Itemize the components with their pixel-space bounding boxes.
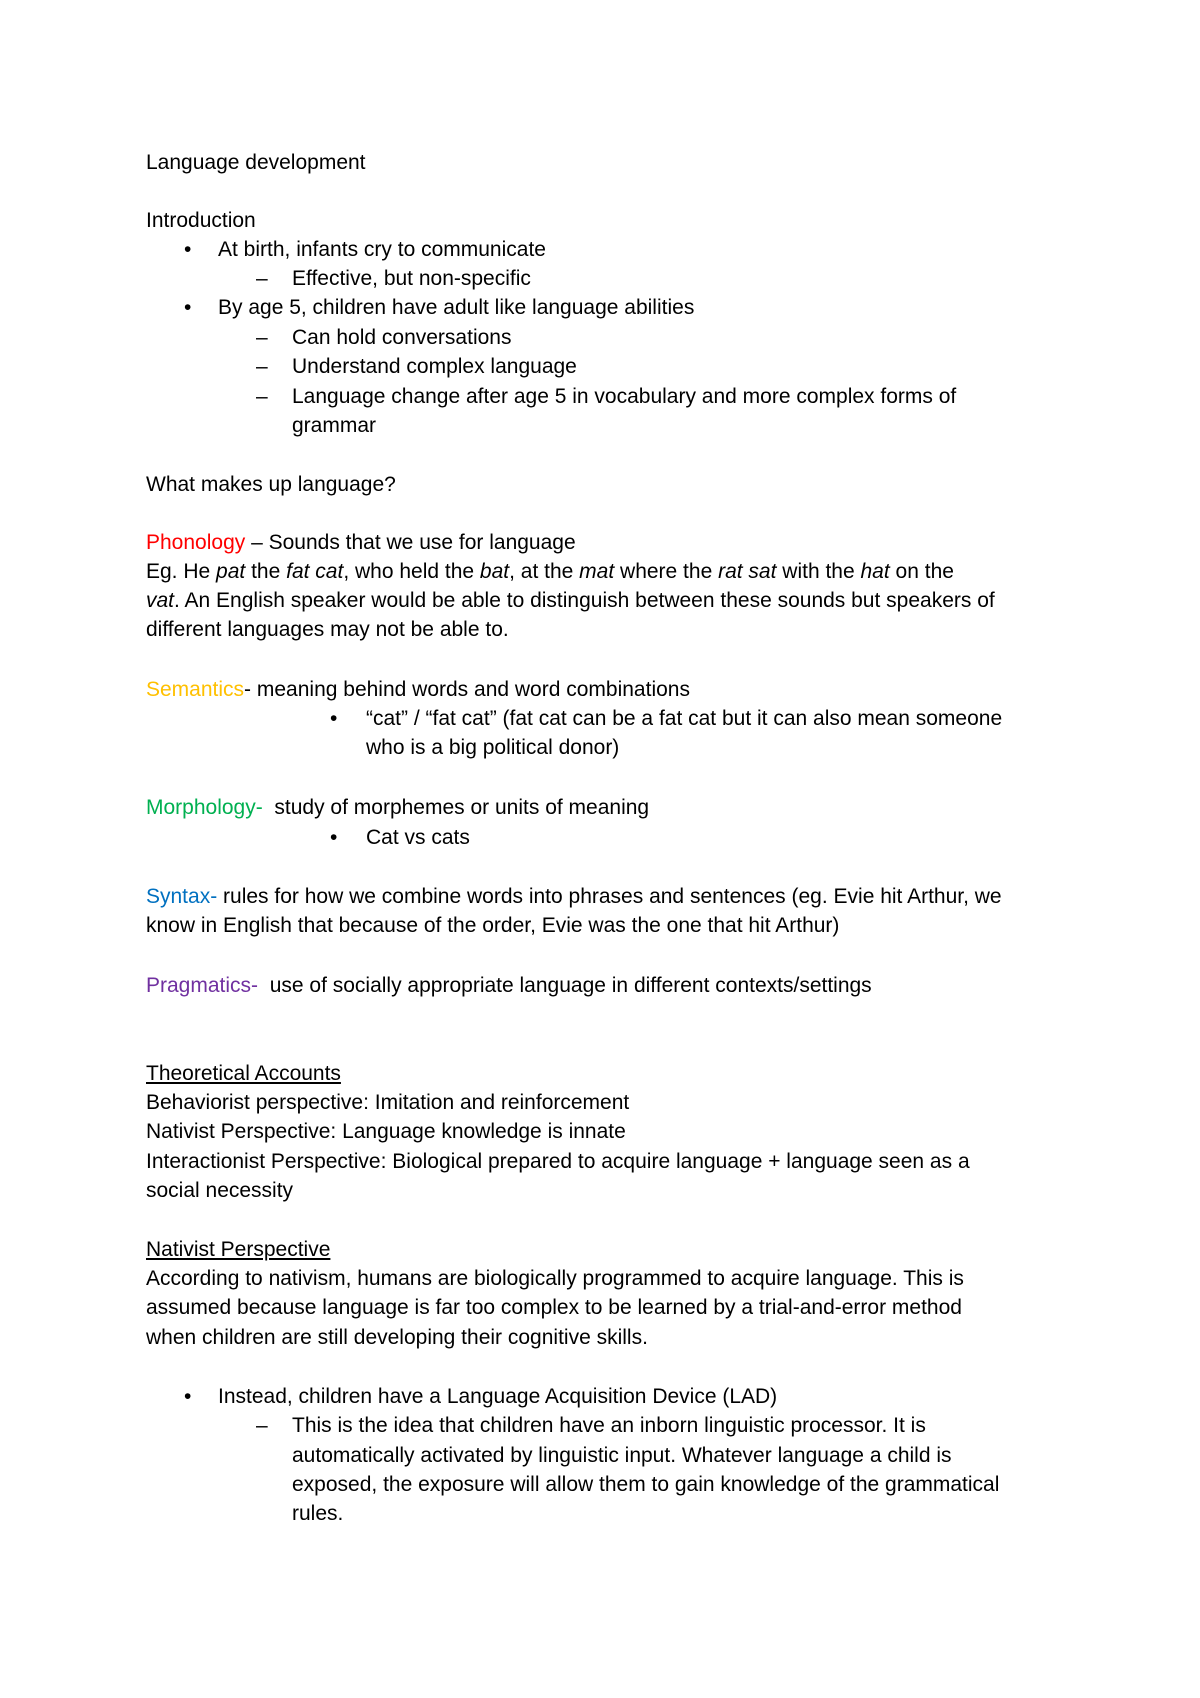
bullet-marker: • <box>184 296 192 319</box>
example-word: rat sat <box>718 560 777 583</box>
example-word: fat cat <box>286 560 344 583</box>
dash-marker: – <box>256 355 268 378</box>
phonology-example-line-1 <box>146 557 954 586</box>
syntax-line-1 <box>146 882 1002 911</box>
semantics-bullet-line-2: who is a big political donor) <box>366 736 620 759</box>
intro-bullet-2-sub-1: Can hold conversations <box>292 326 512 349</box>
example-word: bat <box>479 560 510 583</box>
section-question: What makes up language? <box>146 473 396 496</box>
intro-bullet-2-sub-3-line-1: Language change after age 5 in vocabulary and more complex forms of <box>292 385 957 408</box>
syntax-line-2: know in English that because of the order, Evie was the one that hit Arthur) <box>146 914 840 937</box>
semantics-term: Semantics <box>146 678 245 701</box>
phonology-term: Phonology <box>146 531 246 554</box>
nativist-sub-line-1: This is the idea that children have an inborn linguistic processor. It is <box>292 1414 926 1437</box>
theoretical-line-3: Interactionist Perspective: Biological prepared to acquire language + language seen as a <box>146 1150 970 1173</box>
semantics-definition: - meaning behind words and word combinations <box>244 678 690 701</box>
intro-bullet-2-sub-3-line-2: grammar <box>292 414 377 437</box>
example-word: pat <box>216 560 246 583</box>
bullet-marker: • <box>330 826 338 849</box>
semantics-line <box>146 675 690 704</box>
pragmatics-line <box>146 971 872 1000</box>
example-text: . An English speaker would be able to distinguish between these sounds but speakers of <box>174 589 995 612</box>
morphology-bullet: Cat vs cats <box>366 826 470 849</box>
nativist-sub-line-3: exposed, the exposure will allow them to gain knowledge of the grammatical <box>292 1473 1000 1496</box>
example-text: the <box>245 560 287 583</box>
pragmatics-term: Pragmatics- <box>146 974 259 997</box>
dash-marker: – <box>256 385 268 408</box>
nativist-heading: Nativist Perspective <box>146 1238 331 1261</box>
example-text: where the <box>614 560 719 583</box>
nativist-paragraph-line-3: when children are still developing their cognitive skills. <box>146 1326 648 1349</box>
nativist-sub-line-2: automatically activated by linguistic input. Whatever language a child is <box>292 1444 952 1467</box>
syntax-term: Syntax- <box>146 885 218 908</box>
example-text: Eg. He <box>146 560 217 583</box>
intro-bullet-2-sub-2: Understand complex language <box>292 355 577 378</box>
theoretical-line-2: Nativist Perspective: Language knowledge is innate <box>146 1120 626 1143</box>
phonology-line <box>146 528 576 557</box>
morphology-line <box>146 793 649 822</box>
intro-bullet-2: By age 5, children have adult like language abilities <box>218 296 695 319</box>
example-word: mat <box>579 560 615 583</box>
example-text: on the <box>889 560 954 583</box>
nativist-bullet: Instead, children have a Language Acquisition Device (LAD) <box>218 1385 778 1408</box>
document-title: Language development <box>146 151 366 174</box>
nativist-sub-line-4: rules. <box>292 1502 344 1525</box>
example-text: , who held the <box>343 560 480 583</box>
phonology-example-line-2 <box>146 586 995 615</box>
example-word: vat <box>146 589 175 612</box>
theoretical-accounts-heading: Theoretical Accounts <box>146 1062 341 1085</box>
bullet-marker: • <box>184 238 192 261</box>
example-text: , at the <box>509 560 580 583</box>
intro-heading: Introduction <box>146 209 256 232</box>
morphology-term: Morphology- <box>146 796 263 819</box>
example-text: with the <box>776 560 861 583</box>
nativist-paragraph-line-1: According to nativism, humans are biologically programmed to acquire language. This is <box>146 1267 964 1290</box>
intro-bullet-1: At birth, infants cry to communicate <box>218 238 546 261</box>
example-word: hat <box>860 560 890 583</box>
semantics-bullet-line-1: “cat” / “fat cat” (fat cat can be a fat cat but it can also mean someone <box>366 707 1003 730</box>
phonology-definition: – Sounds that we use for language <box>245 531 576 554</box>
intro-bullet-1-sub-1: Effective, but non-specific <box>292 267 531 290</box>
pragmatics-definition: use of socially appropriate language in different contexts/settings <box>258 974 872 997</box>
bullet-marker: • <box>330 707 338 730</box>
morphology-definition: study of morphemes or units of meaning <box>262 796 650 819</box>
syntax-definition: rules for how we combine words into phrases and sentences (eg. Evie hit Arthur, we <box>217 885 1002 908</box>
theoretical-line-3-cont: social necessity <box>146 1179 294 1202</box>
dash-marker: – <box>256 326 268 349</box>
bullet-marker: • <box>184 1385 192 1408</box>
dash-marker: – <box>256 1414 268 1437</box>
nativist-paragraph-line-2: assumed because language is far too complex to be learned by a trial-and-error method <box>146 1296 962 1319</box>
dash-marker: – <box>256 267 268 290</box>
phonology-example-line-3: different languages may not be able to. <box>146 618 509 641</box>
theoretical-line-1: Behaviorist perspective: Imitation and reinforcement <box>146 1091 630 1114</box>
